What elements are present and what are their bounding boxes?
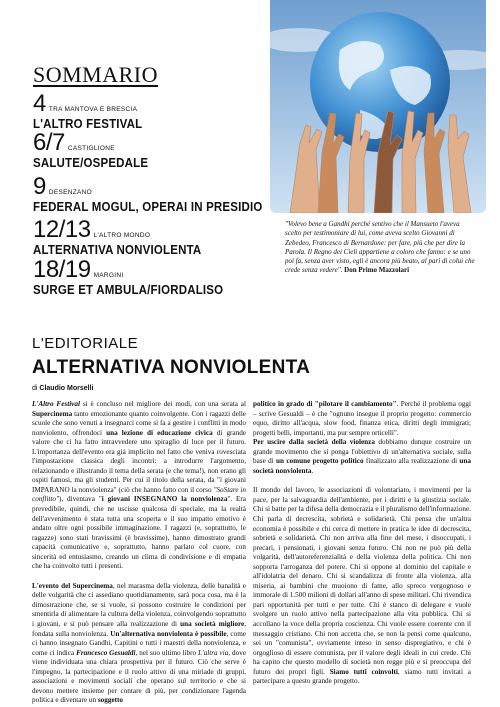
- toc-title: SURGE ET AMBULA/FIORDALISO: [33, 283, 224, 297]
- article-paragraph: [253, 400, 471, 438]
- toc-location: TRA MANTOVA E BRESCIA: [48, 105, 138, 113]
- text-run: L'altra via: [198, 648, 229, 657]
- text-run: L'Altro Festival: [32, 400, 80, 408]
- text-run: una società migliore: [180, 620, 245, 629]
- article-paragraph: [253, 486, 471, 686]
- text-run: finalizzato alla realizzazione di: [363, 457, 460, 466]
- page-number: 12/13: [33, 216, 91, 243]
- text-run: , nel suo ultimo libro: [135, 648, 199, 657]
- text-run: Siamo tutti coinvolti: [329, 667, 398, 676]
- text-run: Per uscire dalla società della violenza: [253, 438, 375, 447]
- text-run: ), diventava ": [58, 495, 102, 504]
- text-run: , siamo tutti invitati a partecipare a questo grande progetto.: [253, 667, 471, 686]
- text-run: Un'alternativa nonviolenta è possibile: [110, 629, 227, 638]
- toc-location: CASTIGLIONE: [67, 144, 115, 152]
- toc-entry[interactable]: [33, 218, 268, 257]
- text-run: , nel marasma della violenza, delle banalità e delle volgarità che ci assediano quotidianamente, sarà poca cosa, ma è la dimostrazione che, se si vuole, si possono costruire le condizioni per smentirla di alimentare la cultura della violenza, coinvolgendo soprattutto i giovani, e si può pensare alla realizzazione di: [32, 581, 246, 629]
- page-number: 18/19: [33, 256, 91, 283]
- text-run: Il mondo del lavoro, le associazioni di volontariato, i movimenti per la pace, per la salvaguardia dell'ambiente, per i diritti e la giustizia sociale. Chi si batte per la difesa della democrazia e il pluralismo dell'informazione. Chi parla di decrescita, sobrietà e solidarietà. Chi pensa che un'altra economia è possibile e chi cerca di mettere in pratica le idee di decrescita, sobrietà e solidarietà. Chi non arriva alla fine del mese, i disoccupati, i precari, i pensionati, i giovani senza futuro. Chi non ne può più della volgarità, dell'autoreferenzialità e della violenza della politica. Chi non sopporta l'arroganza del potere. Chi si oppone al dominio del capitale e all'idolatria del denaro. Chi si scandalizza di fronte alla violenza, alla miseria, ai bambini che muoiono di fame, allo spreco vergognoso e immorale di 1.500 milioni di dollari all'anno di spese militari. Chi rivendica pari opportunità per tutti e per tutte. Chi è stanco di delegare e vuole svolgere un ruolo attivo nella partecipazione alla vita pubblica. Chi si accollano la voce della propria coscienza. Chi vuole essere coerente con il messaggio cristiano. Chi non accetta che, se non la pensi come qualcuno, sei un "comunista", ovviamente inteso in senso dispregiativo, e chi è orgoglioso di essere comunista, per il valore degli ideali in cui crede. Chi ha capito che questo modello di società non regge più e si preoccupa del futuro dei propri figli.: [253, 486, 471, 676]
- toc-location: MARGINI: [93, 271, 124, 279]
- byline-author: Claudio Morselli: [39, 385, 94, 392]
- section-label: L'EDITORIALE: [32, 335, 139, 352]
- toc-location: DESENZANO: [48, 188, 93, 196]
- quote-text: "Volevo bene a Gandhi perché sentivo che il Mansueto l'aveva scelto per testimoniare di lui, come aveva scelto Giovanni di Zebedeo, Francesco di Bernardone: per fare, più che per dire la Parola. Il Regno dei Cieli appartiene a coloro che fanno: e se uno poi fa, senza aver visto, egli è ancora più beato, al pari di colui che crede senza vedere".: [285, 220, 475, 275]
- text-run: "SoStare in conflitto": [32, 485, 247, 504]
- page-number: 4: [33, 90, 46, 117]
- text-run: ". Era prevedibile, quindi, che ne uscisse qualcosa di speciale, ma la realtà dell'avvenimento è stata tutta una scoperta e il suo impatto emotivo è andato oltre ogni possibile immaginazione. I ragazzi (e, soprattutto, le ragazze) sono stati bravissimi (è bravissime), hanno dimostrato grandi capacità comunicative e, soprattutto, hanno parlato col cuore, con sincerità ed entusiasmo, creando un clima di condivisione e di empatia che ha coinvolto tutti i presenti.: [32, 495, 246, 571]
- toc-location: L'ALTRO MONDO: [93, 231, 151, 239]
- page-number: 6/7: [33, 129, 65, 156]
- toc-entry[interactable]: [33, 258, 268, 297]
- toc-title: SALUTE/OSPEDALE: [33, 156, 149, 170]
- text-run: . Perché il problema oggi – scrive Gesualdi – è che "ognuno insegue il proprio progetto: commercio equo, diritto all'acqua, slow food, finanza etica, diritti degli immigrati; progetti belli, importanti, ma pur sempre orticelli".: [253, 400, 471, 437]
- toc-entry[interactable]: [33, 131, 268, 170]
- page-number: 9: [33, 173, 46, 200]
- text-run: soggetto: [97, 696, 124, 705]
- article-paragraph: [32, 400, 246, 572]
- toc-entry[interactable]: [33, 92, 268, 131]
- text-run: una lezione di educazione civica: [106, 428, 213, 437]
- text-run: .: [311, 466, 314, 475]
- text-run: un comune progetto politico: [276, 457, 364, 466]
- text-run: i giovani INSEGNANO la nonviolenza: [101, 495, 228, 504]
- article-paragraph: [32, 582, 246, 706]
- text-run: si è concluso nel migliore dei modi, con una serata al: [79, 400, 246, 408]
- article-column-left: [32, 400, 246, 706]
- quote-block: [285, 220, 475, 276]
- article-column-right: [253, 400, 471, 687]
- article-paragraph: [253, 438, 471, 476]
- quote-author: Don Primo Mazzolari: [344, 266, 410, 275]
- byline: [32, 385, 93, 392]
- text-run: una società nonviolenta: [253, 457, 471, 475]
- editorial-headline: ALTERNATIVA NONVIOLENTA: [32, 357, 311, 378]
- toc-entry[interactable]: [33, 175, 268, 214]
- text-run: , fondata sulla nonviolenza.: [32, 620, 247, 638]
- text-run: di grande valore che ci ha fatto intravvedere uno spiraglio di luce per il futuro. L'importanza dell'evento era già implicito nel fatto che veniva rovesciata l'impostazione classica degli incontri: a introdurre l'argomento, relazionando e illustrando il tema della serata (e che tema!), non erano gli ospiti famosi, ma gli studenti. Per cui il titolo della serata, da "i giovani IMPARANO la nonviolenza" (ciò che hanno fatto con il corso: [32, 428, 246, 494]
- text-run: Francesco Gesualdi: [76, 648, 136, 657]
- sommario-title: SOMMARIO: [33, 62, 159, 87]
- text-run: dobbiamo dunque costruire un grande movimento che si ponga l'obiettivo di un'alternativa sociale, sulla base di: [253, 438, 471, 466]
- text-run: politico in grado di "pilotare il cambiamento": [253, 400, 397, 408]
- byline-prefix: di: [32, 385, 40, 392]
- text-run: , dove viene individuata una chiara prospettiva per il futuro. Ciò che serve è l'impegno, la partecipazione e il ruolo attivo di una miriade di gruppi, associazioni e movimenti sociali che operano sul territorio e che si devono mettere insieme per contare di più, per condizionare l'agenda politica e diventare un: [32, 648, 247, 705]
- toc-title: ALTERNATIVA NONVIOLENTA: [33, 243, 202, 257]
- text-run: , come ci hanno insegnato Gandhi, Capitini e tutti i maestri della nonviolenza, e come ci indica: [32, 629, 246, 657]
- toc-title: L'ALTRO FESTIVAL: [33, 117, 143, 131]
- text-run: tanto emozionante quanto coinvolgente. Con i ragazzi delle scuole che sono venuti a insegnarci come si fa a gestire i conflitti in modo nonviolento, offrendoci: [32, 409, 246, 437]
- text-run: L'evento del Supercinema: [32, 581, 113, 590]
- globe-hands-photo: [270, 0, 486, 213]
- toc-title: FEDERAL MOGUL, OPERAI IN PRESIDIO: [33, 200, 263, 214]
- text-run: Supercinema: [32, 409, 73, 418]
